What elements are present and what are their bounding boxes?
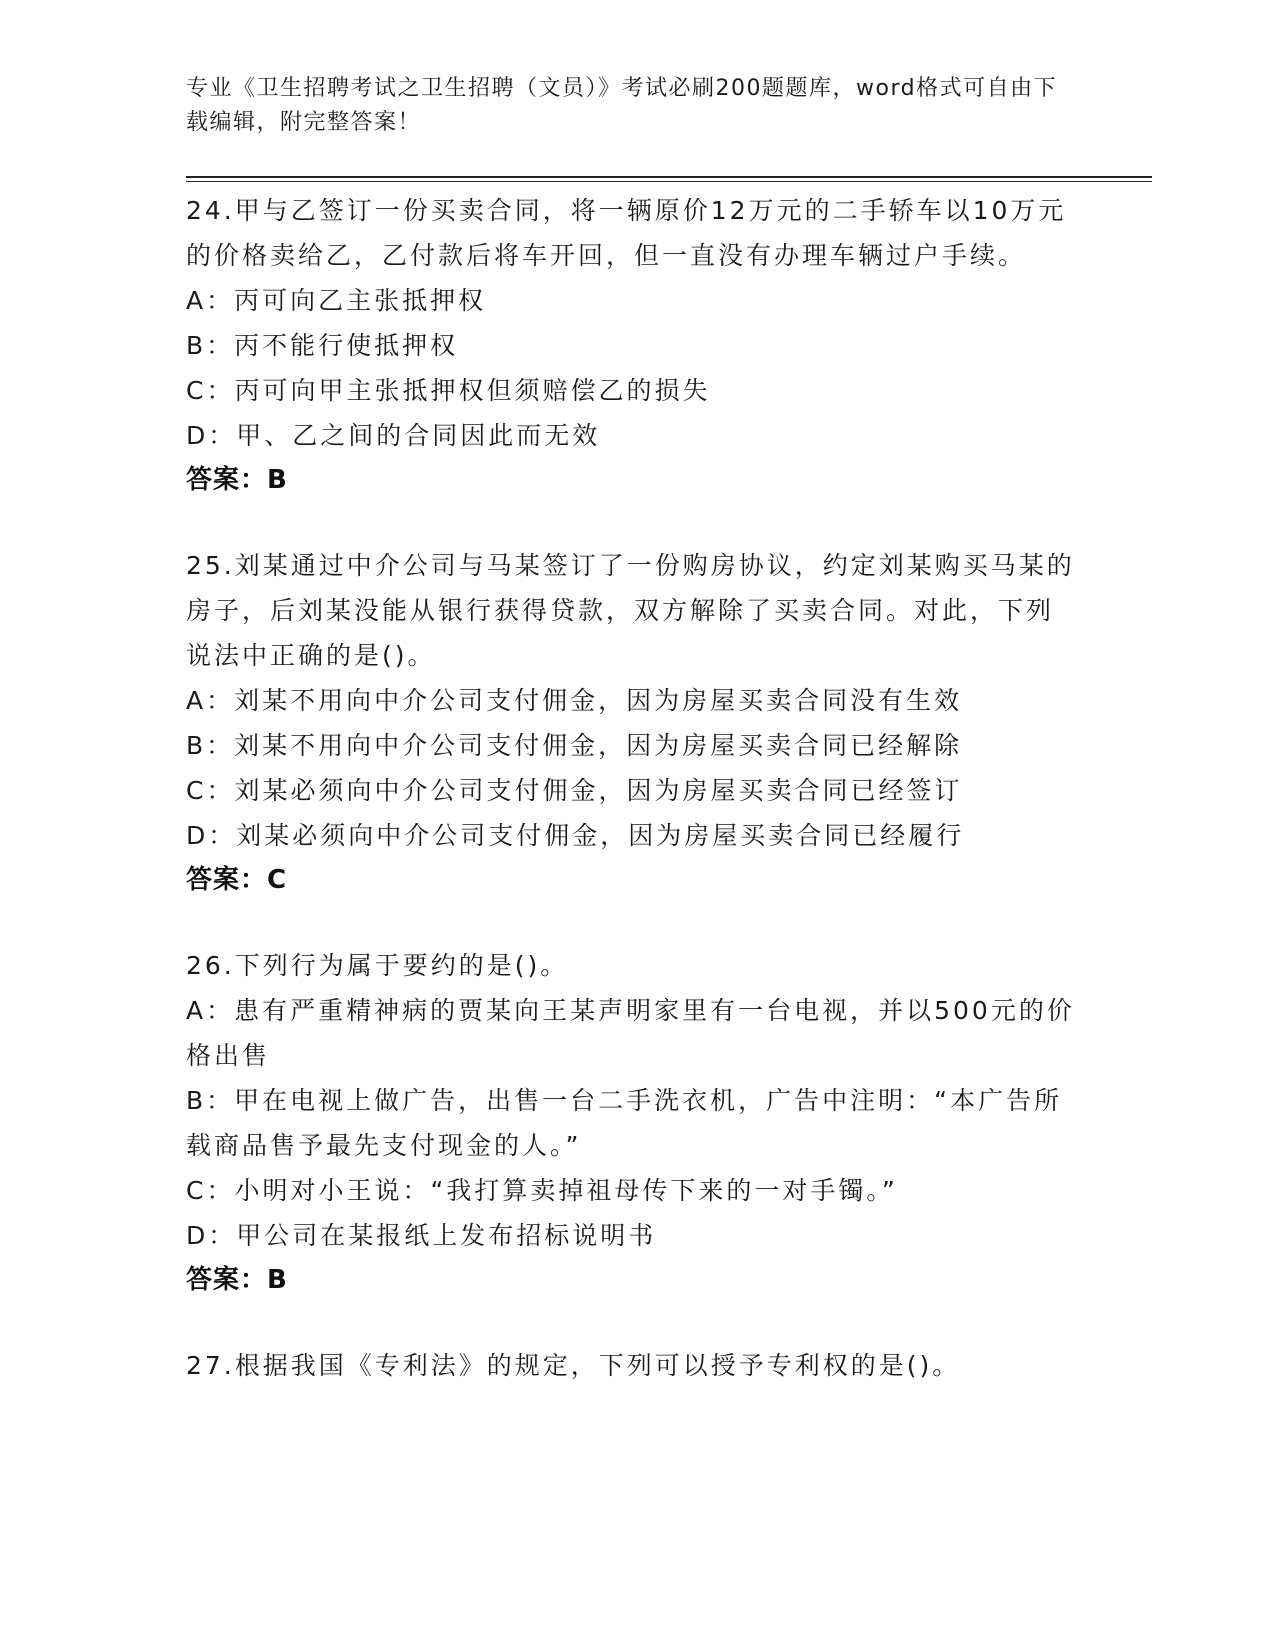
answer: 答案：B (186, 465, 288, 495)
option-c: C：刘某必须向中介公司支付佣金，因为房屋买卖合同已经签订 (186, 776, 963, 805)
option-d: D：刘某必须向中介公司支付佣金，因为房屋买卖合同已经履行 (186, 821, 965, 850)
document-header: 专业《卫生招聘考试之卫生招聘（文员）》考试必刷200题题库，word格式可自由下载编辑，附完整答案！ (186, 76, 1058, 135)
question-24 (186, 188, 1076, 503)
option-c: C：丙可向甲主张抵押权但须赔偿乙的损失 (186, 376, 711, 405)
question-text: 26.下列行为属于要约的是()。 (186, 951, 569, 980)
question-25 (186, 543, 1076, 903)
option-d: D：甲、乙之间的合同因此而无效 (186, 421, 601, 450)
answer: 答案：B (186, 1265, 288, 1295)
question-text: 24.甲与乙签订一份买卖合同，将一辆原价12万元的二手轿车以10万元的价格卖给乙，乙付款后将车开回，但一直没有办理车辆过户手续。 (186, 196, 1067, 270)
question-text: 27.根据我国《专利法》的规定，下列可以授予专利权的是()。 (186, 1351, 961, 1380)
question-text: 25.刘某通过中介公司与马某签订了一份购房协议，约定刘某购买马某的房子，后刘某没能从银行获得贷款，双方解除了买卖合同。对此，下列说法中正确的是()。 (186, 551, 1075, 670)
option-b: B：甲在电视上做广告，出售一台二手洗衣机，广告中注明：“本广告所载商品售予最先支付现金的人。” (186, 1086, 1063, 1160)
question-list (186, 188, 1076, 1428)
option-a: A：丙可向乙主张抵押权 (186, 286, 487, 315)
option-c: C：小明对小王说：“我打算卖掉祖母传下来的一对手镯。” (186, 1176, 898, 1205)
answer: 答案：C (186, 865, 288, 895)
option-a: A：患有严重精神病的贾某向王某声明家里有一台电视，并以500元的价格出售 (186, 996, 1075, 1070)
header-divider-thin (186, 181, 1152, 182)
option-d: D：甲公司在某报纸上发布招标说明书 (186, 1221, 657, 1250)
question-26 (186, 943, 1076, 1303)
header-divider-thick (186, 176, 1152, 178)
option-a: A：刘某不用向中介公司支付佣金，因为房屋买卖合同没有生效 (186, 686, 963, 715)
option-b: B：丙不能行使抵押权 (186, 331, 459, 360)
question-27 (186, 1343, 1076, 1388)
option-b: B：刘某不用向中介公司支付佣金，因为房屋买卖合同已经解除 (186, 731, 963, 760)
